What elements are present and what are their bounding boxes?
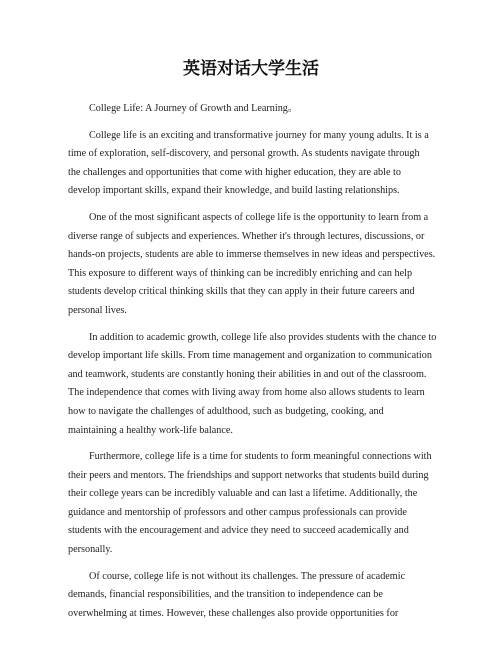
paragraph-line: time of exploration, self-discovery, and personal growth. As students navigate through [68, 148, 420, 160]
paragraph-line: guidance and mentorship of professors and other campus professionals can provide [68, 506, 407, 518]
paragraph-line: their college years can be incredibly valuable and can last a lifetime. Additionally, the [68, 488, 418, 500]
paragraph-line: hands-on projects, students are able to immerse themselves in new ideas and perspectives. [68, 249, 436, 261]
paragraph-line: students with the encouragement and advice they need to succeed academically and [68, 525, 409, 537]
paragraph-line: College life is an exciting and transformative journey for many young adults. It is a [89, 129, 429, 141]
document-title: 英语对话大学生活 [183, 59, 319, 79]
paragraph-learning [68, 209, 434, 321]
paragraph-line: Furthermore, college life is a time for students to form meaningful connections with [89, 451, 432, 463]
paragraph-line: diverse range of subjects and experiences. Whether it's through lectures, discussions, or [68, 230, 425, 242]
paragraph-subtitle [68, 100, 434, 119]
paragraph-line: In addition to academic growth, college life also provides students with the chance to [89, 331, 437, 343]
paragraph-intro [68, 127, 434, 201]
paragraph-line: One of the most significant aspects of college life is the opportunity to learn from a [89, 211, 429, 223]
paragraph-line: their peers and mentors. The friendships and support networks that students build during [68, 469, 429, 481]
paragraph-line: overwhelming at times. However, these challenges also provide opportunities for [68, 607, 399, 619]
paragraph-line: Of course, college life is not without its challenges. The pressure of academic [89, 570, 406, 582]
paragraph-line: The independence that comes with living away from home also allows students to learn [68, 387, 425, 399]
paragraph-line: personally. [68, 544, 113, 556]
paragraph-connections [68, 448, 434, 560]
paragraph-line: develop important skills, expand their knowledge, and build lasting relationships. [68, 185, 400, 197]
paragraph-line: This exposure to different ways of thinking can be incredibly enriching and can help [68, 267, 413, 279]
paragraph-life-skills [68, 329, 437, 441]
paragraph-line: the challenges and opportunities that come with higher education, they are able to [68, 166, 401, 178]
paragraph-line: develop important life skills. From time management and organization to communication [68, 350, 432, 362]
paragraph-line: College Life: A Journey of Growth and Learning。 [89, 103, 299, 114]
paragraph-line: personal lives. [68, 304, 127, 316]
paragraph-line: and teamwork, students are constantly honing their abilities in and out of the classroom. [68, 368, 427, 380]
paragraph-line: how to navigate the challenges of adulthood, such as budgeting, cooking, and [68, 405, 384, 417]
paragraph-challenges [68, 568, 434, 624]
paragraph-line: maintaining a healthy work-life balance. [68, 424, 233, 436]
paragraph-line: demands, financial responsibilities, and the transition to independence can be [68, 589, 383, 601]
paragraph-line: students develop critical thinking skills that they can apply in their future careers and [68, 286, 415, 298]
